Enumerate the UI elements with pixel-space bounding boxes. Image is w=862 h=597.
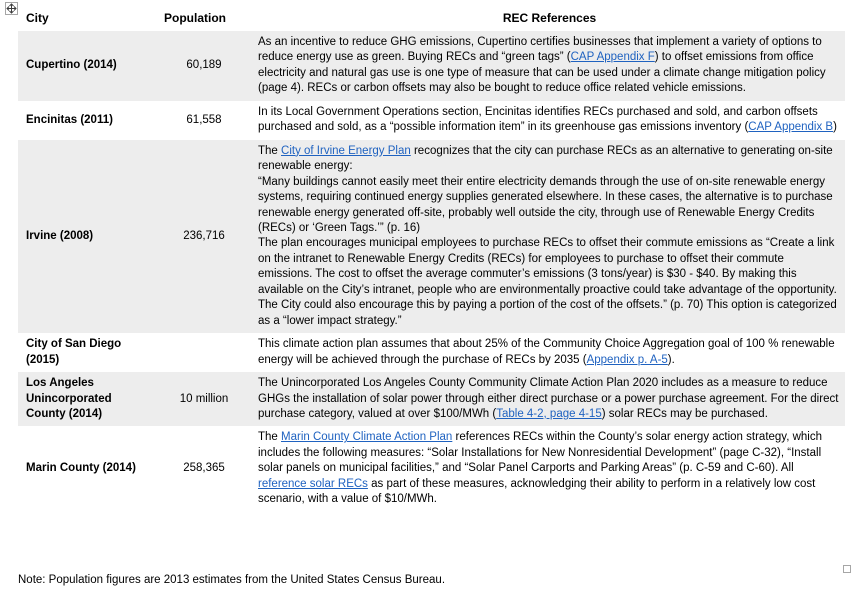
table-header-row xyxy=(18,8,845,31)
column-header-rec-references: REC References xyxy=(250,8,845,31)
cell-population: 258,365 xyxy=(156,426,250,511)
cell-rec-references: The Unincorporated Los Angeles County Community Climate Action Plan 2020 includes as a measure to reduce GHGs the installation of solar power through either direct purchase or a power purchase agreement. For the direct purchase category, valued at over $100/MWh (Table 4-2, page 4-15) solar RECs may be purchased. xyxy=(250,372,845,426)
cell-rec-references: The Marin County Climate Action Plan references RECs within the County’s solar energy action strategy, which includes the following measures: “Solar Installations for New Nonresidential Development” (page C-32), “Install solar panels on municipal facilities,” and “Solar Panel Carports and Parking Areas” (p. C-59 and C-60). All reference solar RECs as part of these measures, acknowledging their ability to perform in a relatively low cost scenario, with a value of $10/MWh. xyxy=(250,426,845,511)
cell-population xyxy=(156,333,250,372)
cell-rec-references: As an incentive to reduce GHG emissions, Cupertino certifies businesses that implement a variety of options to reduce energy use as green. Buying RECs and “green tags” (CAP Appendix F) to offset emissions from office electricity and natural gas use is one type of measure that can be used under a climate change mitigation policy (page 4). RECs or carbon offsets may also be bought to reduce office related vehicle emissions. xyxy=(250,31,845,101)
table-row xyxy=(18,333,845,372)
cell-rec-references: In its Local Government Operations section, Encinitas identifies RECs purchased and sold, and carbon offsets purchased and sold, as a “possible information item” in its greenhouse gas emissions inventory (CAP Appendix B) xyxy=(250,101,845,140)
cell-population: 60,189 xyxy=(156,31,250,101)
reference-link[interactable]: Table 4-2, page 4-15 xyxy=(496,407,602,420)
reference-link[interactable]: Appendix p. A-5 xyxy=(586,353,668,366)
reference-link[interactable]: City of Irvine Energy Plan xyxy=(281,144,411,157)
reference-link[interactable]: Marin County Climate Action Plan xyxy=(281,431,453,444)
table-row xyxy=(18,372,845,426)
reference-link[interactable]: CAP Appendix B xyxy=(748,121,834,134)
table-header xyxy=(18,8,845,31)
reference-link[interactable]: reference solar RECs xyxy=(258,477,368,490)
table-row xyxy=(18,101,845,140)
column-header-population: Population xyxy=(156,8,250,31)
table-move-handle[interactable] xyxy=(5,2,18,15)
cell-city: Irvine (2008) xyxy=(18,140,156,333)
cell-population: 61,558 xyxy=(156,101,250,140)
table-row xyxy=(18,31,845,101)
cell-rec-references: The City of Irvine Energy Plan recognizes that the city can purchase RECs as an alternative to generating on-site renewable energy: “Many buildings cannot easily meet their entire electricity demands through the use of on-site renewable energy systems, requiring continued energy supplies generated elsewhere. In these cases, the alternative is to purchase renewable energy generated off-site, probably well outside the city, through use of Renewable Energy Credits (RECs) or ‘Green Tags.’” (p. 16) The plan encourages municipal employees to purchase RECs to offset their commute emissions as “Create a link on the intranet to Renewable Energy Credits (RECs) for employees to purchase to offset their commute emissions. The cost to offset the average commuter’s emissions (3 tons/year) is $30 - $40. By making this available on the City’s intranet, people who are environmentally proactive could take advantage of the opportunity. The City could also encourage this by paying a portion of the cost of the offsets.” (p. 70) This option is categorized as a “lower impact strategy.” xyxy=(250,140,845,333)
move-cross-icon xyxy=(6,3,17,14)
cell-city: Cupertino (2014) xyxy=(18,31,156,101)
reference-link[interactable]: CAP Appendix F xyxy=(570,51,655,64)
table-note: Note: Population figures are 2013 estimates from the United States Census Bureau. xyxy=(18,574,446,586)
cell-city: Marin County (2014) xyxy=(18,426,156,511)
cell-rec-references: This climate action plan assumes that about 25% of the Community Choice Aggregation goal of 100 % renewable energy will be achieved through the purchase of RECs by 2035 (Appendix p. A-5). xyxy=(250,333,845,372)
cell-city: Los Angeles Unincorporated County (2014) xyxy=(18,372,156,426)
table-resize-handle[interactable] xyxy=(843,565,851,573)
cell-population: 10 million xyxy=(156,372,250,426)
table-body xyxy=(18,31,845,512)
cell-city: City of San Diego (2015) xyxy=(18,333,156,372)
column-header-city: City xyxy=(18,8,156,31)
table-row xyxy=(18,140,845,333)
cell-city: Encinitas (2011) xyxy=(18,101,156,140)
rec-references-table xyxy=(18,8,845,512)
table-row xyxy=(18,426,845,511)
cell-population: 236,716 xyxy=(156,140,250,333)
